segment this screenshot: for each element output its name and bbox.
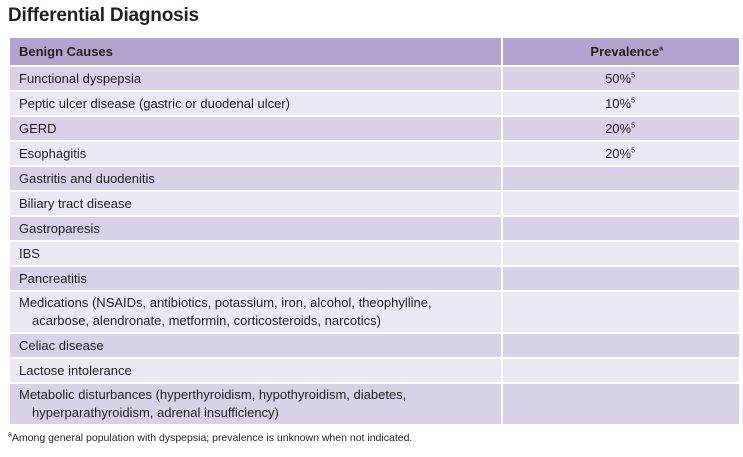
table-row (10, 92, 739, 115)
table-row (10, 267, 739, 290)
cause-cell: Gastritis and duodenitis (10, 167, 501, 190)
table-row (10, 67, 739, 90)
table-row (10, 334, 739, 357)
prevalence-cell (503, 292, 739, 332)
reference-marker: 5 (631, 147, 635, 155)
table-row (10, 142, 739, 165)
table-footnote: $^a$Among general population with dyspepsia; prevalence is unknown when not indicated. (8, 431, 413, 444)
table-row (10, 192, 739, 215)
cause-cell: IBS (10, 242, 501, 265)
prevalence-cell (503, 334, 739, 357)
table-row (10, 217, 739, 240)
table-row (10, 292, 739, 332)
column-header-cause: Benign Causes (10, 38, 501, 65)
cause-cell: Functional dyspepsia (10, 67, 501, 90)
prevalence-cell: 10%$^5$ (503, 92, 739, 115)
prevalence-cell (503, 359, 739, 382)
cause-cell: Medications (NSAIDs, antibiotics, potassium, iron, alcohol, theophylline, acarbose, alendronate, metformin, corticosteroids, narcotics) (10, 292, 501, 332)
table-row (10, 167, 739, 190)
reference-marker: 5 (631, 72, 635, 80)
cause-cell: Biliary tract disease (10, 192, 501, 215)
reference-marker: 5 (631, 122, 635, 130)
table-body (10, 67, 739, 424)
cause-cell: Esophagitis (10, 142, 501, 165)
reference-marker: 5 (631, 97, 635, 105)
prevalence-cell (503, 192, 739, 215)
cause-cell: Celiac disease (10, 334, 501, 357)
footnote-marker: a (659, 45, 663, 53)
prevalence-cell (503, 242, 739, 265)
page-title: Differential Diagnosis (8, 5, 199, 26)
table-row (10, 242, 739, 265)
cause-cell: Peptic ulcer disease (gastric or duodenal ulcer) (10, 92, 501, 115)
cause-cell: Gastroparesis (10, 217, 501, 240)
column-header-prevalence: Prevalence$^a$ (503, 38, 739, 65)
table-header-row (10, 38, 739, 65)
differential-diagnosis-table (8, 36, 741, 426)
table-row (10, 359, 739, 382)
cause-cell: Metabolic disturbances (hyperthyroidism, hypothyroidism, diabetes, hyperparathyroidism, adrenal insufficiency) (10, 384, 501, 424)
table-row (10, 384, 739, 424)
prevalence-cell: 50%$^5$ (503, 67, 739, 90)
prevalence-cell (503, 267, 739, 290)
cause-cell: GERD (10, 117, 501, 140)
cause-cell: Pancreatitis (10, 267, 501, 290)
prevalence-cell: 20%$^5$ (503, 117, 739, 140)
prevalence-cell: 20%$^5$ (503, 142, 739, 165)
prevalence-cell (503, 167, 739, 190)
prevalence-cell (503, 384, 739, 424)
table-row (10, 117, 739, 140)
cause-cell: Lactose intolerance (10, 359, 501, 382)
prevalence-cell (503, 217, 739, 240)
